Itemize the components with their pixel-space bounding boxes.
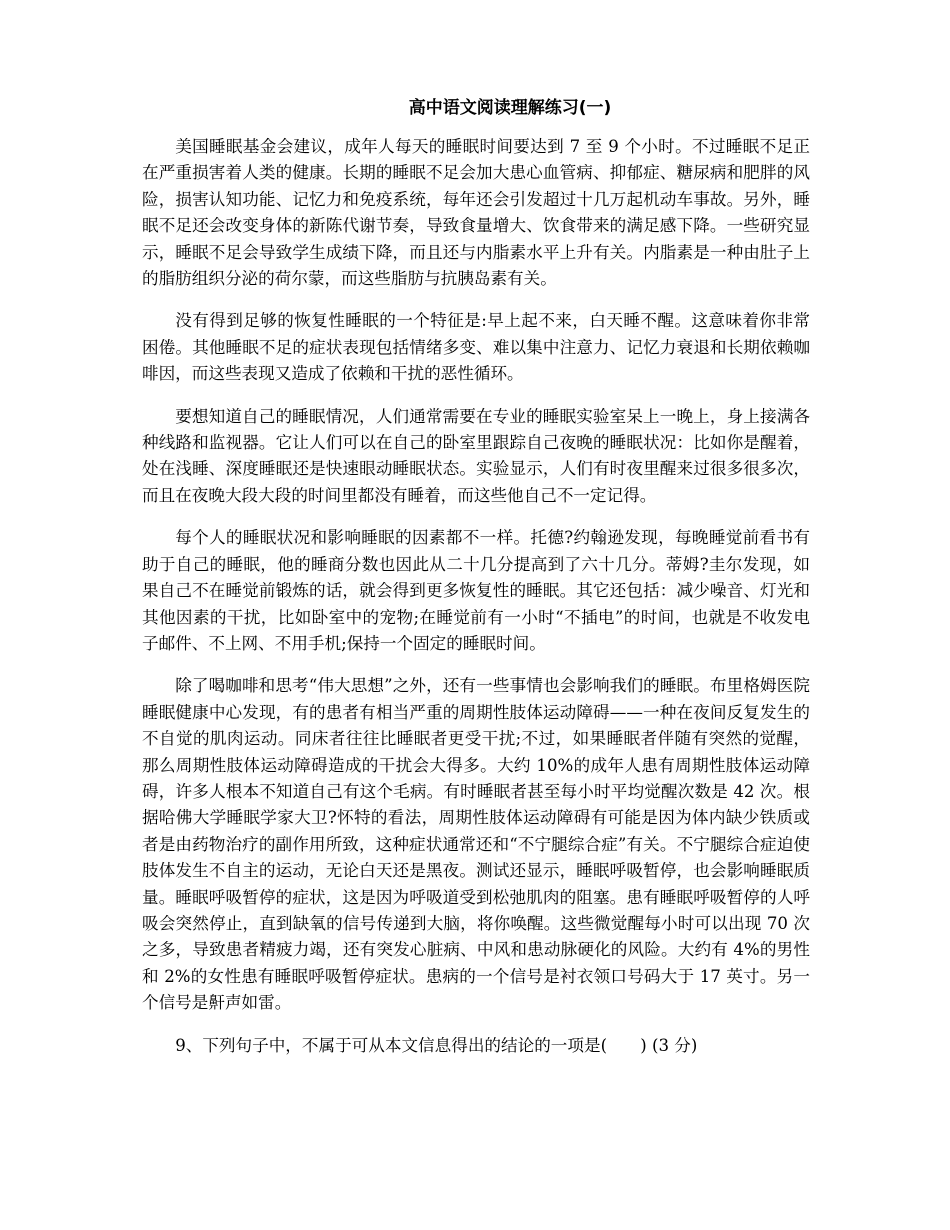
paragraph-3: 要想知道自己的睡眠情况，人们通常需要在专业的睡眠实验室呆上一晚上，身上接满各种线路和监视器。它让人们可以在自己的卧室里跟踪自己夜晚的睡眠状况：比如你是醒着，处在浅睡、深度睡眠还是快速眼动睡眠状态。实验显示，人们有时夜里醒来过很多很多次，而且在夜晚大段大段的时间里都没有睡着，而这些他自己不一定记得。 [142, 406, 810, 505]
document-title: 高中语文阅读理解练习(一) [408, 98, 612, 118]
question-9: 9、下列句子中，不属于可从本文信息得出的结论的一项是( ) (3 分) [175, 1035, 698, 1055]
paragraph-4: 每个人的睡眠状况和影响睡眠的因素都不一样。托德?约翰逊发现，每晚睡觉前看书有助于自己的睡眠，他的睡商分数也因此从二十几分提高到了六十几分。蒂姆?圭尔发现，如果自己不在睡觉前锻炼的话，就会得到更多恢复性的睡眠。其它还包括：减少噪音、灯光和其他因素的干扰，比如卧室中的宠物;在睡觉前有一小时“不插电”的时间，也就是不收发电子邮件、不上网、不用手机;保持一个固定的睡眠时间。 [142, 528, 810, 653]
paragraph-2: 没有得到足够的恢复性睡眠的一个特征是:早上起不来，白天睡不醒。这意味着你非常困倦。其他睡眠不足的症状表现包括情绪多变、难以集中注意力、记忆力衰退和长期依赖咖啡因，而这些表现又造成了依赖和干扰的恶性循环。 [142, 311, 810, 384]
document-body [142, 134, 810, 1059]
paragraph-5: 除了喝咖啡和思考“伟大思想”之外，还有一些事情也会影响我们的睡眠。布里格姆医院睡眠健康中心发现，有的患者有相当严重的周期性肢体运动障碍——一种在夜间反复发生的不自觉的肌肉运动。同床者往往比睡眠者更受干扰;不过，如果睡眠者伴随有突然的觉醒，那么周期性肢体运动障碍造成的干扰会大得多。大约 10%的成年人患有周期性肢体运动障碍，许多人根本不知道自己有这个毛病。有时睡眠者甚至每小时平均觉醒次数是 42 次。根据哈佛大学睡眠学家大卫?怀特的看法，周期性肢体运动障碍有可能是因为体内缺少铁质或者是由药物治疗的副作用所致，这种症状通常还和“不宁腿综合症”有关。不宁腿综合症迫使肢体发生不自主的运动，无论白天还是黑夜。测试还显示，睡眠呼吸暂停，也会影响睡眠质量。睡眠呼吸暂停的症状，这是因为呼吸道受到松弛肌肉的阻塞。患有睡眠呼吸暂停的人呼吸会突然停止，直到缺氧的信号传递到大脑，将你唤醒。这些微觉醒每小时可以出现 70 次之多，导致患者精疲力竭，还有突发心脏病、中风和患动脉硬化的风险。大约有 4%的男性和 2%的女性患有睡眠呼吸暂停症状。患病的一个信号是衬衣领口号码大于 17 英寸。另一个信号是鼾声如雷。 [142, 676, 810, 1013]
paragraph-1: 美国睡眠基金会建议，成年人每天的睡眠时间要达到 7 至 9 个小时。不过睡眠不足正在严重损害着人类的健康。长期的睡眠不足会加大患心血管病、抑郁症、糖尿病和肥胖的风险，损害认知功能、记忆力和免疫系统，每年还会引发超过十几万起机动车事故。另外，睡眠不足还会改变身体的新陈代谢节奏，导致食量增大、饮食带来的满足感下降。一些研究显示，睡眠不足会导致学生成绩下降，而且还与内脂素水平上升有关。内脂素是一种由肚子上的脂肪组织分泌的荷尔蒙，而这些脂肪与抗胰岛素有关。 [142, 137, 810, 289]
